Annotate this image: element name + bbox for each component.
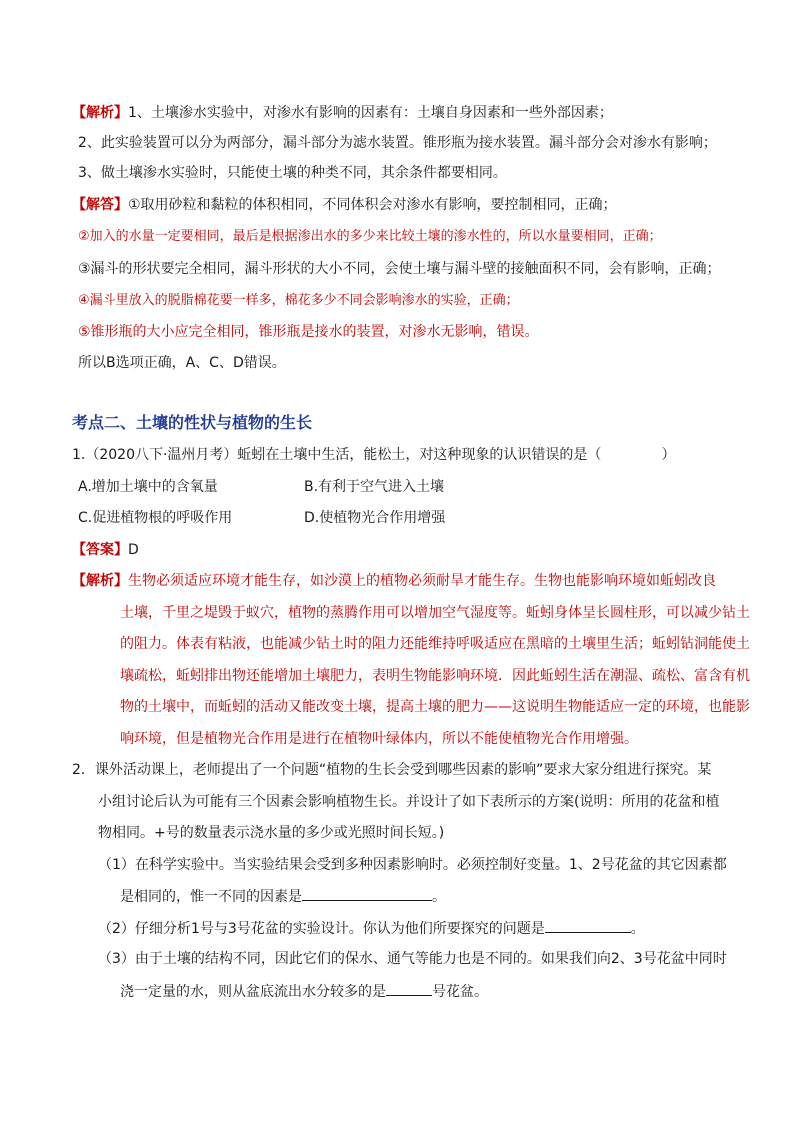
q2-sub3-line-2	[120, 981, 488, 1002]
q1-jiexi-line-1	[72, 571, 716, 591]
q2-sub2-text: （2）仔细分析1号与3号花盆的实验设计。你认为他们所要探究的问题是	[98, 921, 545, 937]
q2-stem-line-3: 物相同。+号的数量表示浇水量的多少或光照时间长短。)	[98, 825, 445, 841]
q2-sub1-end: 。	[432, 889, 446, 905]
q2-sub2-line	[98, 918, 645, 939]
jiexi-text: 1、土壤渗水实验中，对渗水有影响的因素有：土壤自身因素和一些外部因素；	[128, 105, 613, 121]
q1-option-d: D.使植物光合作用增强	[304, 510, 446, 526]
jieda-tag: 【解答】	[72, 197, 128, 213]
q2-stem-line-2: 小组讨论后认为可能有三个因素会影响植物生长。并设计了如下表所示的方案(说明：所用的花盆和植	[98, 794, 720, 810]
q1-jiexi-text: 生物必须适应环境才能生存，如沙漠上的植物必须耐旱才能生存。生物也能影响环境如蚯蚓改良	[128, 573, 716, 589]
q2-sub3-blank[interactable]	[386, 981, 432, 996]
q2-stem-line-1: 2．课外活动课上，老师提出了一个问题“植物的生长会受到哪些因素的影响”要求大家分组进行探究。某	[72, 762, 712, 778]
jieda-text: ①取用砂粒和黏粒的体积相同，不同体积会对渗水有影响，要控制相同，正确；	[128, 197, 617, 213]
jieda-line-4: ④漏斗里放入的脱脂棉花要一样多，棉花多少不同会影响渗水的实验，正确；	[78, 293, 519, 308]
q2-sub1-line-2	[120, 886, 446, 907]
q2-sub2-end: 。	[630, 921, 645, 937]
jieda-line-3: ③漏斗的形状要完全相同，漏斗形状的大小不同，会使土壤与漏斗壁的接触面积不同，会有影响，正确；	[78, 261, 721, 277]
q1-option-a: A.增加土壤中的含氧量	[78, 479, 218, 495]
q1-jiexi-tag: 【解析】	[72, 573, 128, 589]
q1-jiexi-line-2: 土壤，千里之堤毁于蚁穴，植物的蒸腾作用可以增加空气湿度等。蚯蚓身体呈长圆柱形，可以减少钻土	[120, 605, 750, 621]
q1-stem	[72, 445, 675, 465]
jieda-line-5: ⑤锥形瓶的大小应完全相同，锥形瓶是接水的装置，对渗水无影响，错误。	[78, 324, 539, 340]
section-heading: 考点二、土壤的性状与植物的生长	[72, 413, 313, 432]
q1-option-b: B.有利于空气进入土壤	[304, 479, 445, 495]
jiexi-line-2: 2、此实验装置可以分为两部分，漏斗部分为滤水装置。锥形瓶为接水装置。漏斗部分会对渗水有影响；	[78, 135, 717, 151]
jiexi-tag: 【解析】	[72, 105, 128, 121]
q1-jiexi-line-5: 物的土壤中，而蚯蚓的活动又能改变土壤，提高土壤的肥力——这说明生物能适应一定的环境，也能影	[120, 699, 750, 715]
q2-sub3-end: 号花盆。	[432, 984, 488, 1000]
q2-sub3-line-1: （3）由于土壤的结构不同，因此它们的保水、通气等能力也是不同的。如果我们向2、3号花盆中同时	[98, 951, 727, 967]
conclusion-line: 所以B选项正确，A、C、D错误。	[78, 355, 286, 371]
answer-value: D	[128, 542, 139, 558]
q2-sub3-text: 浇一定量的水，则从盆底流出水分较多的是	[120, 984, 386, 1000]
q1-jiexi-line-4: 壤疏松，蚯蚓排出物还能增加土壤肥力，表明生物能影响环境．因此蚯蚓生活在潮湿、疏松、富含有机	[120, 668, 750, 684]
q2-sub1-line-1: （1）在科学实验中。当实验结果会受到多种因素影响时。必须控制好变量。1、2号花盆的其它因素都	[98, 857, 727, 873]
q1-option-c: C.促进植物根的呼吸作用	[78, 510, 233, 526]
q1-stem-text: 1.（2020八下·温州月考）蚯蚓在土壤中生活，能松土，对这种现象的认识错误的是（	[72, 447, 602, 463]
q2-sub1-text: 是相同的，惟一不同的因素是	[120, 889, 302, 905]
jiexi-line-3: 3、做土壤渗水实验时，只能使土壤的种类不同，其余条件都要相同。	[78, 165, 507, 181]
q1-jiexi-line-3: 的阻力。体表有粘液，也能减少钻土时的阻力还能维持呼吸适应在黑暗的土壤里生活；蚯蚓钻洞能使土	[120, 636, 750, 652]
jieda-line-1	[72, 195, 617, 215]
q2-sub1-blank[interactable]	[302, 886, 432, 901]
q1-answer	[72, 540, 139, 560]
jiexi-line-1	[72, 103, 613, 123]
q1-jiexi-line-6: 响环境，但是植物光合作用是进行在植物叶绿体内，所以不能使植物光合作用增强。	[120, 731, 638, 747]
q2-sub2-blank[interactable]	[545, 918, 631, 933]
jieda-line-2: ②加入的水量一定要相同，最后是根据渗出水的多少来比较土壤的渗水性的，所以水量要相同，正确；	[78, 229, 662, 244]
q1-stem-close: ）	[661, 447, 676, 463]
answer-tag: 【答案】	[72, 542, 128, 558]
